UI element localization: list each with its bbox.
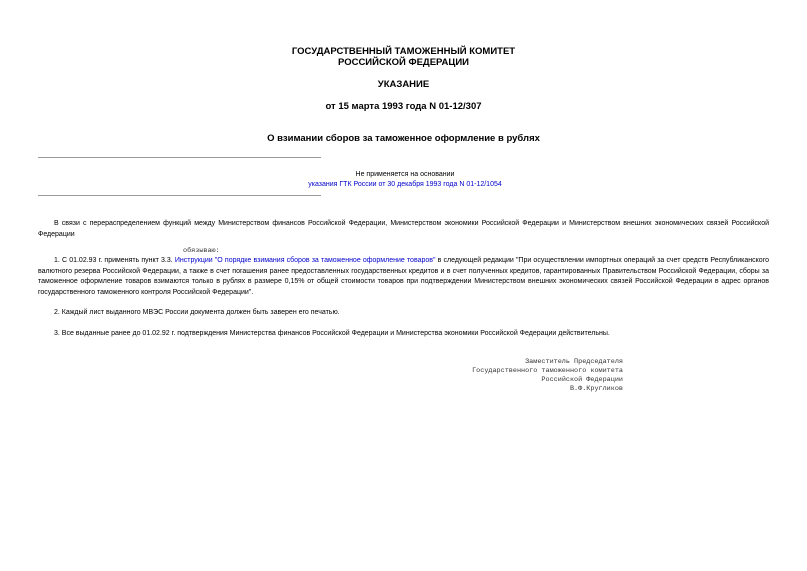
status-note-link[interactable]: указания ГТК России от 30 декабря 1993 года N 01-12/1054 [308, 181, 502, 188]
document-title: О взимании сборов за таможенное оформление в рублях [267, 133, 540, 144]
divider-bottom [38, 195, 321, 196]
instruction-link[interactable]: Инструкции "О порядке взимания сборов за таможенное оформление товаров" [174, 257, 436, 264]
signature-position: Заместитель Председателя [525, 358, 623, 366]
paragraph-1 [38, 256, 769, 298]
document-type: УКАЗАНИЕ [377, 79, 430, 90]
signature-name: В.Ф.Кругликов [569, 385, 623, 393]
paragraph-1-rest: в следующей редакции "При осуществлении импортных операций за счет средств Республиканского валютного резерва Российской Федерации, а также в счет погашения ранее предоставленных государственных кредитов и в счет полученных кредитов, гарантированных Правительством Российской Федерации, сборы за таможенное оформление товаров взимаются только в рублях в размере 0,15% от общей стоимости товаров при подтверждении Министерством внешних экономических связей Российской Федерации в адрес органов государственного таможенного контроля Российской Федерации". [38, 257, 769, 296]
paragraph-1-start: 1. С 01.02.93 г. применять пункт 3.3. [54, 257, 175, 264]
intro-paragraph: В связи с перераспределением функций между Министерством финансов Российской Федерации, Министерством экономики Российской Федерации и Министерством внешних экономических связей Российской Федерации [38, 220, 769, 238]
document-date-number: от 15 марта 1993 года N 01-12/307 [325, 101, 482, 112]
obligate-word: обязываю: [183, 247, 220, 255]
signature-organization: Государственного таможенного комитета [472, 367, 623, 375]
status-note-text: Не применяется на основании [355, 171, 455, 178]
signature-country: Российской Федерации [541, 376, 623, 384]
divider-top [38, 157, 321, 158]
org-name-line1: ГОСУДАРСТВЕННЫЙ ТАМОЖЕННЫЙ КОМИТЕТ [291, 46, 516, 57]
paragraph-2: 2. Каждый лист выданного МВЭС России документа должен быть заверен его печатью. [54, 309, 340, 316]
paragraph-3: 3. Все выданные ранее до 01.02.92 г. подтверждения Министерства финансов Российской Федерации и Министерства экономики Российской Федерации действительны. [54, 330, 610, 337]
org-name-line2: РОССИЙСКОЙ ФЕДЕРАЦИИ [337, 57, 469, 68]
